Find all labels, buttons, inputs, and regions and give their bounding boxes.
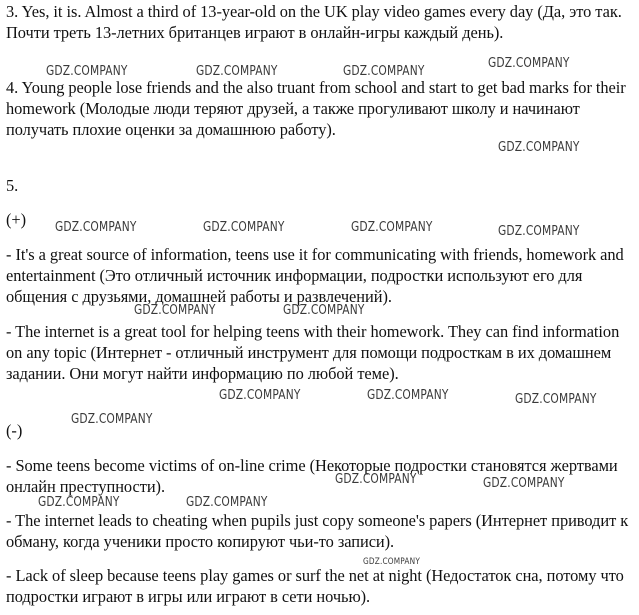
paragraph-pro-2: - The internet is a great tool for helping teens with their homework. They can find information on any topic (Интернет - отличный инструмент для помощи подросткам в их домашнем задании. Они могут найти информацию по любой теме). xyxy=(6,322,620,383)
watermark: GDZ.COMPANY xyxy=(71,412,153,427)
watermark: GDZ.COMPANY xyxy=(38,495,120,510)
watermark: GDZ.COMPANY xyxy=(367,388,449,403)
paragraph-answer-4: 4. Young people lose friends and the also truant from school and start to get bad marks for their homework (Молодые люди теряют друзей, а также прогуливают школу и начинают получать плохие оценки за домашнюю работу). xyxy=(6,78,626,139)
watermark: GDZ.COMPANY xyxy=(498,224,580,239)
watermark: GDZ.COMPANY xyxy=(488,56,570,71)
paragraph-answer-3: 3. Yes, it is. Almost a third of 13-year-old on the UK play video games every day (Да, это так. Почти треть 13-летних британцев играют в онлайн-игры каждый день). xyxy=(6,2,622,42)
watermark: GDZ.COMPANY xyxy=(363,557,421,567)
watermark: GDZ.COMPANY xyxy=(186,495,268,510)
cons-heading: (-) xyxy=(6,421,23,440)
paragraph-pro-1: - It's a great source of information, teens use it for communicating with friends, homework and entertainment (Это отличный источник информации, подростки используют его для общения с друзьями, домашней работы и развлечений). xyxy=(6,245,624,306)
watermark: GDZ.COMPANY xyxy=(283,303,365,318)
watermark: GDZ.COMPANY xyxy=(515,392,597,407)
watermark: GDZ.COMPANY xyxy=(55,220,137,235)
watermark: GDZ.COMPANY xyxy=(196,64,278,79)
watermark: GDZ.COMPANY xyxy=(351,220,433,235)
paragraph-con-2: - The internet leads to cheating when pupils just copy someone's papers (Интернет приводит к обману, когда ученики просто копируют чьи-то записи). xyxy=(6,511,629,551)
pros-heading: (+) xyxy=(6,210,27,229)
watermark: GDZ.COMPANY xyxy=(46,64,128,79)
watermark: GDZ.COMPANY xyxy=(343,64,425,79)
watermark: GDZ.COMPANY xyxy=(134,303,216,318)
watermark: GDZ.COMPANY xyxy=(498,140,580,155)
paragraph-answer-5-heading: 5. xyxy=(6,176,19,195)
watermark: GDZ.COMPANY xyxy=(335,472,417,487)
watermark: GDZ.COMPANY xyxy=(483,476,565,491)
watermark: GDZ.COMPANY xyxy=(203,220,285,235)
paragraph-con-1: - Some teens become victims of on-line crime (Некоторые подростки становятся жертвами онлайн преступности). xyxy=(6,456,618,496)
watermark: GDZ.COMPANY xyxy=(219,388,301,403)
paragraph-con-3: - Lack of sleep because teens play games or surf the net at night (Недостаток сна, потому что подростки играют в игры или играют в сети ночью). xyxy=(6,566,624,606)
